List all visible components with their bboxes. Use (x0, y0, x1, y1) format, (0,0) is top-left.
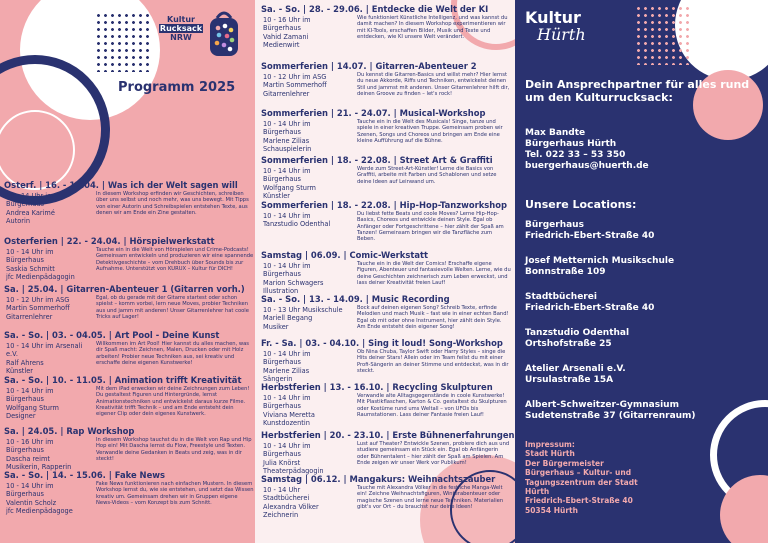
event-title: Sa. - So. | 13. - 14.09. | Music Recording (261, 294, 450, 304)
event-title: Osterf. | 16. - 17.04. | Was ich der Welt sagen will (4, 180, 238, 190)
event-card (261, 250, 513, 296)
event-title: Sa. - So. | 10. - 11.05. | Animation trifft Kreativität (4, 375, 242, 385)
impressum-line: Friedrich-Ebert-Straße 40 (525, 496, 633, 506)
event-title: Sommerferien | 18. - 22.08. | Hip-Hop-Tanzworkshop (261, 200, 507, 210)
event-role: Designer (6, 412, 36, 421)
location-name: Stadtbücherei (525, 292, 597, 302)
event-title: Sommerferien | 21. - 24.07. | Musical-Workshop (261, 108, 486, 118)
location-item (525, 220, 763, 242)
event-time: 10 - 14 Uhr im Bürgerhaus (263, 442, 311, 459)
event-meta (263, 262, 347, 296)
event-time: 10 - 16 Uhr im Bürgerhaus (6, 438, 54, 455)
event-title: Sa. | 25.04. | Gitarren-Abenteuer 1 (Gitarren vorh.) (4, 284, 245, 294)
event-card (4, 426, 253, 472)
event-meta (6, 387, 90, 421)
event-person: Viviana Meretta (263, 410, 315, 419)
event-role: jfc Medienpädagoge (6, 507, 73, 516)
event-role: Künstler (263, 192, 290, 201)
event-time: 10 - 14 Uhr im Bürgerhaus (263, 120, 311, 137)
event-person: Tanzstudio Odenthal (263, 220, 331, 229)
event-description: Tauche mit Alexandra Völker in die festliche Manga-Welt ein! Zeichne Weihnachtsfiguren, Winterabenteuer oder magische Szenen und lerne neue Techniken. Materialien gibt's vor Ort – du brauchst nur deine Ideen! (357, 485, 504, 510)
event-meta (6, 296, 90, 321)
impressum-line: Der Bürgermeister (525, 458, 604, 468)
event-description: In diesem Workshop erfinden wir Geschichten, schreiben über uns selbst und noch mehr, was uns bewegt. Mit Tipps von einer Autorin und Schreibspielen entstehen Texte, aus denen wir am Ende ein Zine gestalten. (96, 191, 249, 216)
event-description: Wie funktioniert Künstliche Intelligenz, und was kannst du damit machen? In diesem Workshop experimentieren wir mit KI-Tools, erschaffen Bilder, Musik und Texte und entdecken, wie KI unsere Welt verändert. (357, 15, 508, 40)
location-item (525, 256, 763, 278)
event-card (261, 4, 513, 50)
event-person: Julia Knörst (263, 458, 301, 467)
event-description: Tauche ein in die Welt des Musicals! Singe, tanze und spiele in einer kreativen Truppe. Gemeinsam proben wir Szenen, Songs und Choreos und bringen am Ende eine kleine Aufführung auf die Bühne. (357, 119, 503, 144)
event-title: Sa. | 24.05. | Rap Workshop (4, 426, 135, 436)
location-address: Friedrich-Ebert-Straße 40 (525, 303, 655, 313)
event-meta (263, 486, 347, 520)
event-person: Marlene Zilias (263, 366, 310, 375)
contact-phone: Tel. 022 33 – 53 350 (525, 150, 626, 160)
event-card (4, 236, 253, 280)
impressum-line: 50354 Hürth (525, 505, 578, 515)
event-person: Andrea Karimé (6, 208, 55, 217)
event-card (261, 294, 513, 331)
brand-hurth: Hürth (537, 25, 586, 44)
event-title: Samstag | 06.09. | Comic-Werkstatt (261, 250, 429, 260)
event-time: 10 - 14 Uhr im Bürgerhaus (6, 192, 54, 209)
location-address: Bonnstraße 109 (525, 267, 606, 277)
event-person: Saskia Schmitt (6, 264, 55, 273)
event-meta (6, 342, 90, 376)
event-time: 10 - 12 Uhr im ASG (263, 73, 327, 81)
impressum-line: Bürgerhaus – Kultur- und (525, 468, 632, 478)
event-meta (263, 394, 347, 428)
location-item (525, 292, 763, 314)
location-address: Friedrich-Ebert-Straße 40 (525, 231, 655, 241)
event-time: 10 - 14 Uhr im Bürgerhaus (263, 262, 311, 279)
location-item (525, 400, 763, 422)
middle-panel (255, 0, 515, 543)
event-time: 10 - 14 Uhr im Bürgerhaus (6, 482, 54, 499)
event-card (261, 430, 515, 476)
event-role: Künstler (6, 367, 33, 376)
location-name: Bürgerhaus (525, 220, 584, 230)
event-role: Sängerin (263, 375, 293, 384)
event-description: Fake News funktionieren nach einfachen Mustern. In diesem Workshop lernst du, wie sie entstehen, und setzt das Wissen kreativ um. Gemeinsam drehen wir in Gruppen eigene News-Videos – vom Konzept bis zum Schnitt. (96, 481, 254, 506)
event-time: 10 - 14 Uhr im Arsenali e.V. (6, 342, 83, 359)
event-person: Wolfgang Sturm (263, 183, 316, 192)
right-panel (515, 0, 768, 543)
impressum-line: Stadt Hürth (525, 449, 575, 459)
event-person: Martin Sommerhoff (263, 81, 327, 90)
event-title: Herbstferien | 13. - 16.10. | Recycling Skulpturen (261, 382, 493, 392)
location-address: Ortshofstraße 25 (525, 339, 612, 349)
contact-place: Bürgerhaus Hürth (525, 139, 617, 149)
event-role: Musiker (263, 322, 289, 331)
kultur-hurth-logo (525, 10, 586, 44)
event-meta (6, 482, 90, 516)
event-role: Illustration (263, 287, 299, 296)
event-role: Musikerin, Rapperin (6, 463, 72, 472)
event-meta (263, 120, 347, 154)
contact-block (525, 128, 763, 172)
event-meta (263, 167, 347, 201)
location-name: Atelier Arsenali e.V. (525, 364, 626, 374)
brand-kultur: Kultur (525, 8, 581, 27)
event-meta (6, 248, 90, 282)
location-item (525, 364, 763, 386)
event-title: Sommerferien | 18. - 22.08. | Street Art & Graffiti (261, 155, 493, 165)
impressum-line: Tagungszentrum der Stadt (525, 477, 638, 487)
event-time: 10 - 14 Uhr im Bürgerhaus (263, 350, 311, 367)
event-person: Alexandra Völker (263, 502, 319, 511)
event-title: Samstag | 06.12. | Mangakurs: Weihnachtszauber (261, 474, 496, 484)
event-card (4, 180, 253, 226)
kulturrucksack-logo: Kultur Rucksack NRW (159, 15, 203, 42)
event-description: Tauche ein in die Welt von Hörspielen und Crime-Podcasts! Gemeinsam entwickeln und produzieren wir eine spannende Detektivgeschichte – vom Drehbuch über Sounds bis zur Aufnahme. Unterstützt von KURUX – Kultur für DICH! (96, 247, 254, 272)
event-time: 10 - 14 Uhr im Bürgerhaus (6, 248, 54, 265)
event-time: 10 - 14 Uhr im Bürgerhaus (6, 387, 54, 404)
event-person: Dascha reimt (6, 454, 50, 463)
event-description: Werde zum Street-Art-Künstler! Lerne die Basics von Graffiti, arbeite mit Farben und Schablonen und setze deine Ideen auf Leinwand um. (357, 166, 497, 185)
event-card (4, 330, 253, 376)
event-description: Lust auf Theater? Entwickle Szenen, probiere dich aus und studiere gemeinsam ein Stück ein. Egal ob Anfängerin oder Bühnentalent – hier zählt der Spaß am Spielen. Am Ende zeigen wir unser Werk vor Publikum! (357, 441, 510, 466)
program-title: Programm 2025 (118, 80, 236, 95)
event-meta (263, 306, 347, 331)
event-description: In diesem Workshop tauchst du in die Welt von Rap und Hip Hop ein! Mit Dascha lernst du Flow, Freestyle und Texten. Verwandle deine Gedanken in Beats und zeig, was in dir steckt! (96, 437, 252, 462)
event-role: Schauspielerin (263, 145, 312, 154)
event-role: jfc Medienpädagogin (6, 273, 75, 282)
event-description: Egal, ob du gerade mit der Gitarre startest oder schon spielst – komm vorbei, lern neue Moves, probier Techniken aus und jamm mit anderen! Unser Gitarrenlehrer hat coole Tricks auf Lager! (96, 295, 249, 320)
event-person: Martin Sommerhoff (6, 304, 70, 313)
event-person: Mariell Begang (263, 314, 313, 323)
event-meta (263, 212, 347, 229)
event-person: Marion Schwagers (263, 278, 324, 287)
event-card (4, 470, 253, 514)
event-time: 10 - 14 Uhr im Bürgerhaus (263, 394, 311, 411)
contact-email[interactable]: buergerhaus@huerth.de (525, 161, 649, 171)
location-name: Tanzstudio Odenthal (525, 328, 630, 338)
event-time: 10 - 12 Uhr im ASG (6, 296, 70, 304)
event-title: Sa. - So. | 14. - 15.06. | Fake News (4, 470, 165, 480)
event-meta (6, 438, 90, 472)
event-card (261, 61, 513, 98)
left-panel (0, 0, 255, 543)
event-meta (263, 73, 347, 98)
event-title: Herbstferien | 20. - 23.10. | Erste Bühnenerfahrungen (261, 430, 515, 440)
location-name: Josef Metternich Musikschule (525, 256, 675, 266)
event-description: Mit dem iPad erwecken wir deine Zeichnungen zum Leben! Du gestaltest Figuren und Hintergründe, lernst Animationstechniken und entwickelst daraus kurze Filme. Kreativität trifft Technik – und am Ende entsteht dein eigener Clip oder dein eigenes Kunstwerk. (96, 386, 250, 418)
event-time: 10 - 14 Uhr Stadtbücherei (263, 486, 310, 503)
decor-dots (635, 5, 690, 65)
event-role: Gitarrenlehrer (6, 312, 53, 321)
location-item (525, 328, 763, 350)
event-card (261, 474, 513, 520)
event-title: Sa. - So. | 28. - 29.06. | Entdecke die Welt der KI (261, 4, 489, 14)
event-card (261, 108, 513, 154)
event-role: Theaterpädagogin (263, 467, 324, 476)
event-meta (263, 442, 347, 476)
impressum-line: Hürth (525, 487, 550, 497)
event-description: Du liebst fette Beats und coole Moves? Lerne Hip-Hop-Basics, Choreos und entwickle deinen Style. Egal ob Anfänger oder Fortgeschrittene – hier zählt der Spaß am Tanzen! Gemeinsam bringen wir die Tanzfläche zum Beben. (357, 211, 504, 243)
contact-name: Max Bandte (525, 128, 586, 138)
event-title: Osterferien | 22. - 24.04. | Hörspielwerkstatt (4, 236, 215, 246)
event-person: Wolfgang Sturm (6, 403, 59, 412)
event-meta (263, 350, 347, 384)
contact-heading: Dein Ansprechpartner für alles rund um den Kulturrucksack: (525, 78, 750, 104)
event-description: Verwandle alte Alltagsgegenstände in coole Kunstwerke! Mit Plastikflaschen, Karton & Co. gestaltest du Skulpturen oder Kostüme rund ums Weltall – von UFOs bis Raumstationen. Lass deiner Fantasie freien Lauf! (357, 393, 507, 418)
location-address: Ursulastraße 15A (525, 375, 614, 385)
event-card (4, 284, 253, 324)
event-card (261, 382, 513, 428)
backpack-icon (207, 10, 241, 58)
location-name: Albert-Schweitzer-Gymnasium (525, 400, 679, 410)
event-description: Bock auf deinen eigenen Song? Schreib Texte, erfinde Melodien und mach Musik – fast wie in einer echten Band! Egal ob mit oder ohne Instrument, hier zählt dein Style. Am Ende entsteht dein eigener Song! (357, 305, 509, 330)
event-description: Ob Nina Chuba, Taylor Swift oder Harry Styles – singe die Hits deiner Stars! Allein oder im Team feilst du mit einer Profi-Sängerin an deiner Stimme und entdeckst, was in dir steckt. (357, 349, 509, 374)
event-description: Willkommen im Art Pool! Hier kannst du alles machen, was dir Spaß macht: Zeichnen, Malen, Drucken oder mit Holz arbeiten! Probier neue Techniken aus, sei kreativ und erschaffe deine eigenen Kunstwerke! (96, 341, 250, 366)
event-person: Vahid Zamani (263, 32, 309, 41)
impressum-block (525, 440, 763, 515)
event-card (4, 375, 253, 419)
event-time: 10 - 14 Uhr im (263, 212, 311, 220)
event-role: Medienwirt (263, 41, 300, 50)
location-address: Sudetenstraße 37 (Gitarrenraum) (525, 411, 696, 421)
event-title: Sommerferien | 14.07. | Gitarren-Abenteuer 2 (261, 61, 477, 71)
event-time: 10 - 16 Uhr im Bürgerhaus (263, 16, 311, 33)
event-meta (6, 192, 90, 226)
event-card (261, 338, 513, 384)
event-time: 10 - 13 Uhr Musikschule (263, 306, 343, 314)
event-time: 10 - 14 Uhr im Bürgerhaus (263, 167, 311, 184)
event-role: Kunstdozentin (263, 419, 310, 428)
impressum-heading: Impressum: (525, 440, 575, 449)
event-role: Zeichnerin (263, 511, 299, 520)
event-description: Du kennst die Gitarren-Basics und willst mehr? Hier lernst du neue Akkorde, Riffs und Techniken, entwickelst deinen Stil und jammst mit anderen. Unser Gitarrenlehrer hilft dir, deinen Groove zu finden – let's rock! (357, 72, 510, 97)
event-title: Fr. - Sa. | 03. - 04.10. | Sing it loud! Song-Workshop (261, 338, 503, 348)
event-person: Ralf Ahrens (6, 358, 44, 367)
event-description: Tauche ein in die Welt der Comics! Erschaffe eigene Figuren, Abenteuer und fantasievolle Welten. Lerne, wie du deine Geschichten zeichnerisch zum Leben erweckst, und lass deiner Kreativität freien Lauf! (357, 261, 511, 286)
event-role: Gitarrenlehrer (263, 89, 310, 98)
event-card (261, 200, 513, 243)
event-title: Sa. - So. | 03. - 04.05. | Art Pool - Deine Kunst (4, 330, 220, 340)
event-person: Valentin Scholz (6, 498, 57, 507)
event-role: Autorin (6, 217, 31, 226)
decor-dots (95, 12, 150, 72)
event-meta (263, 16, 347, 50)
event-person: Marlene Zilias (263, 136, 310, 145)
event-card (261, 155, 513, 201)
locations-heading: Unsere Locations: (525, 198, 637, 211)
